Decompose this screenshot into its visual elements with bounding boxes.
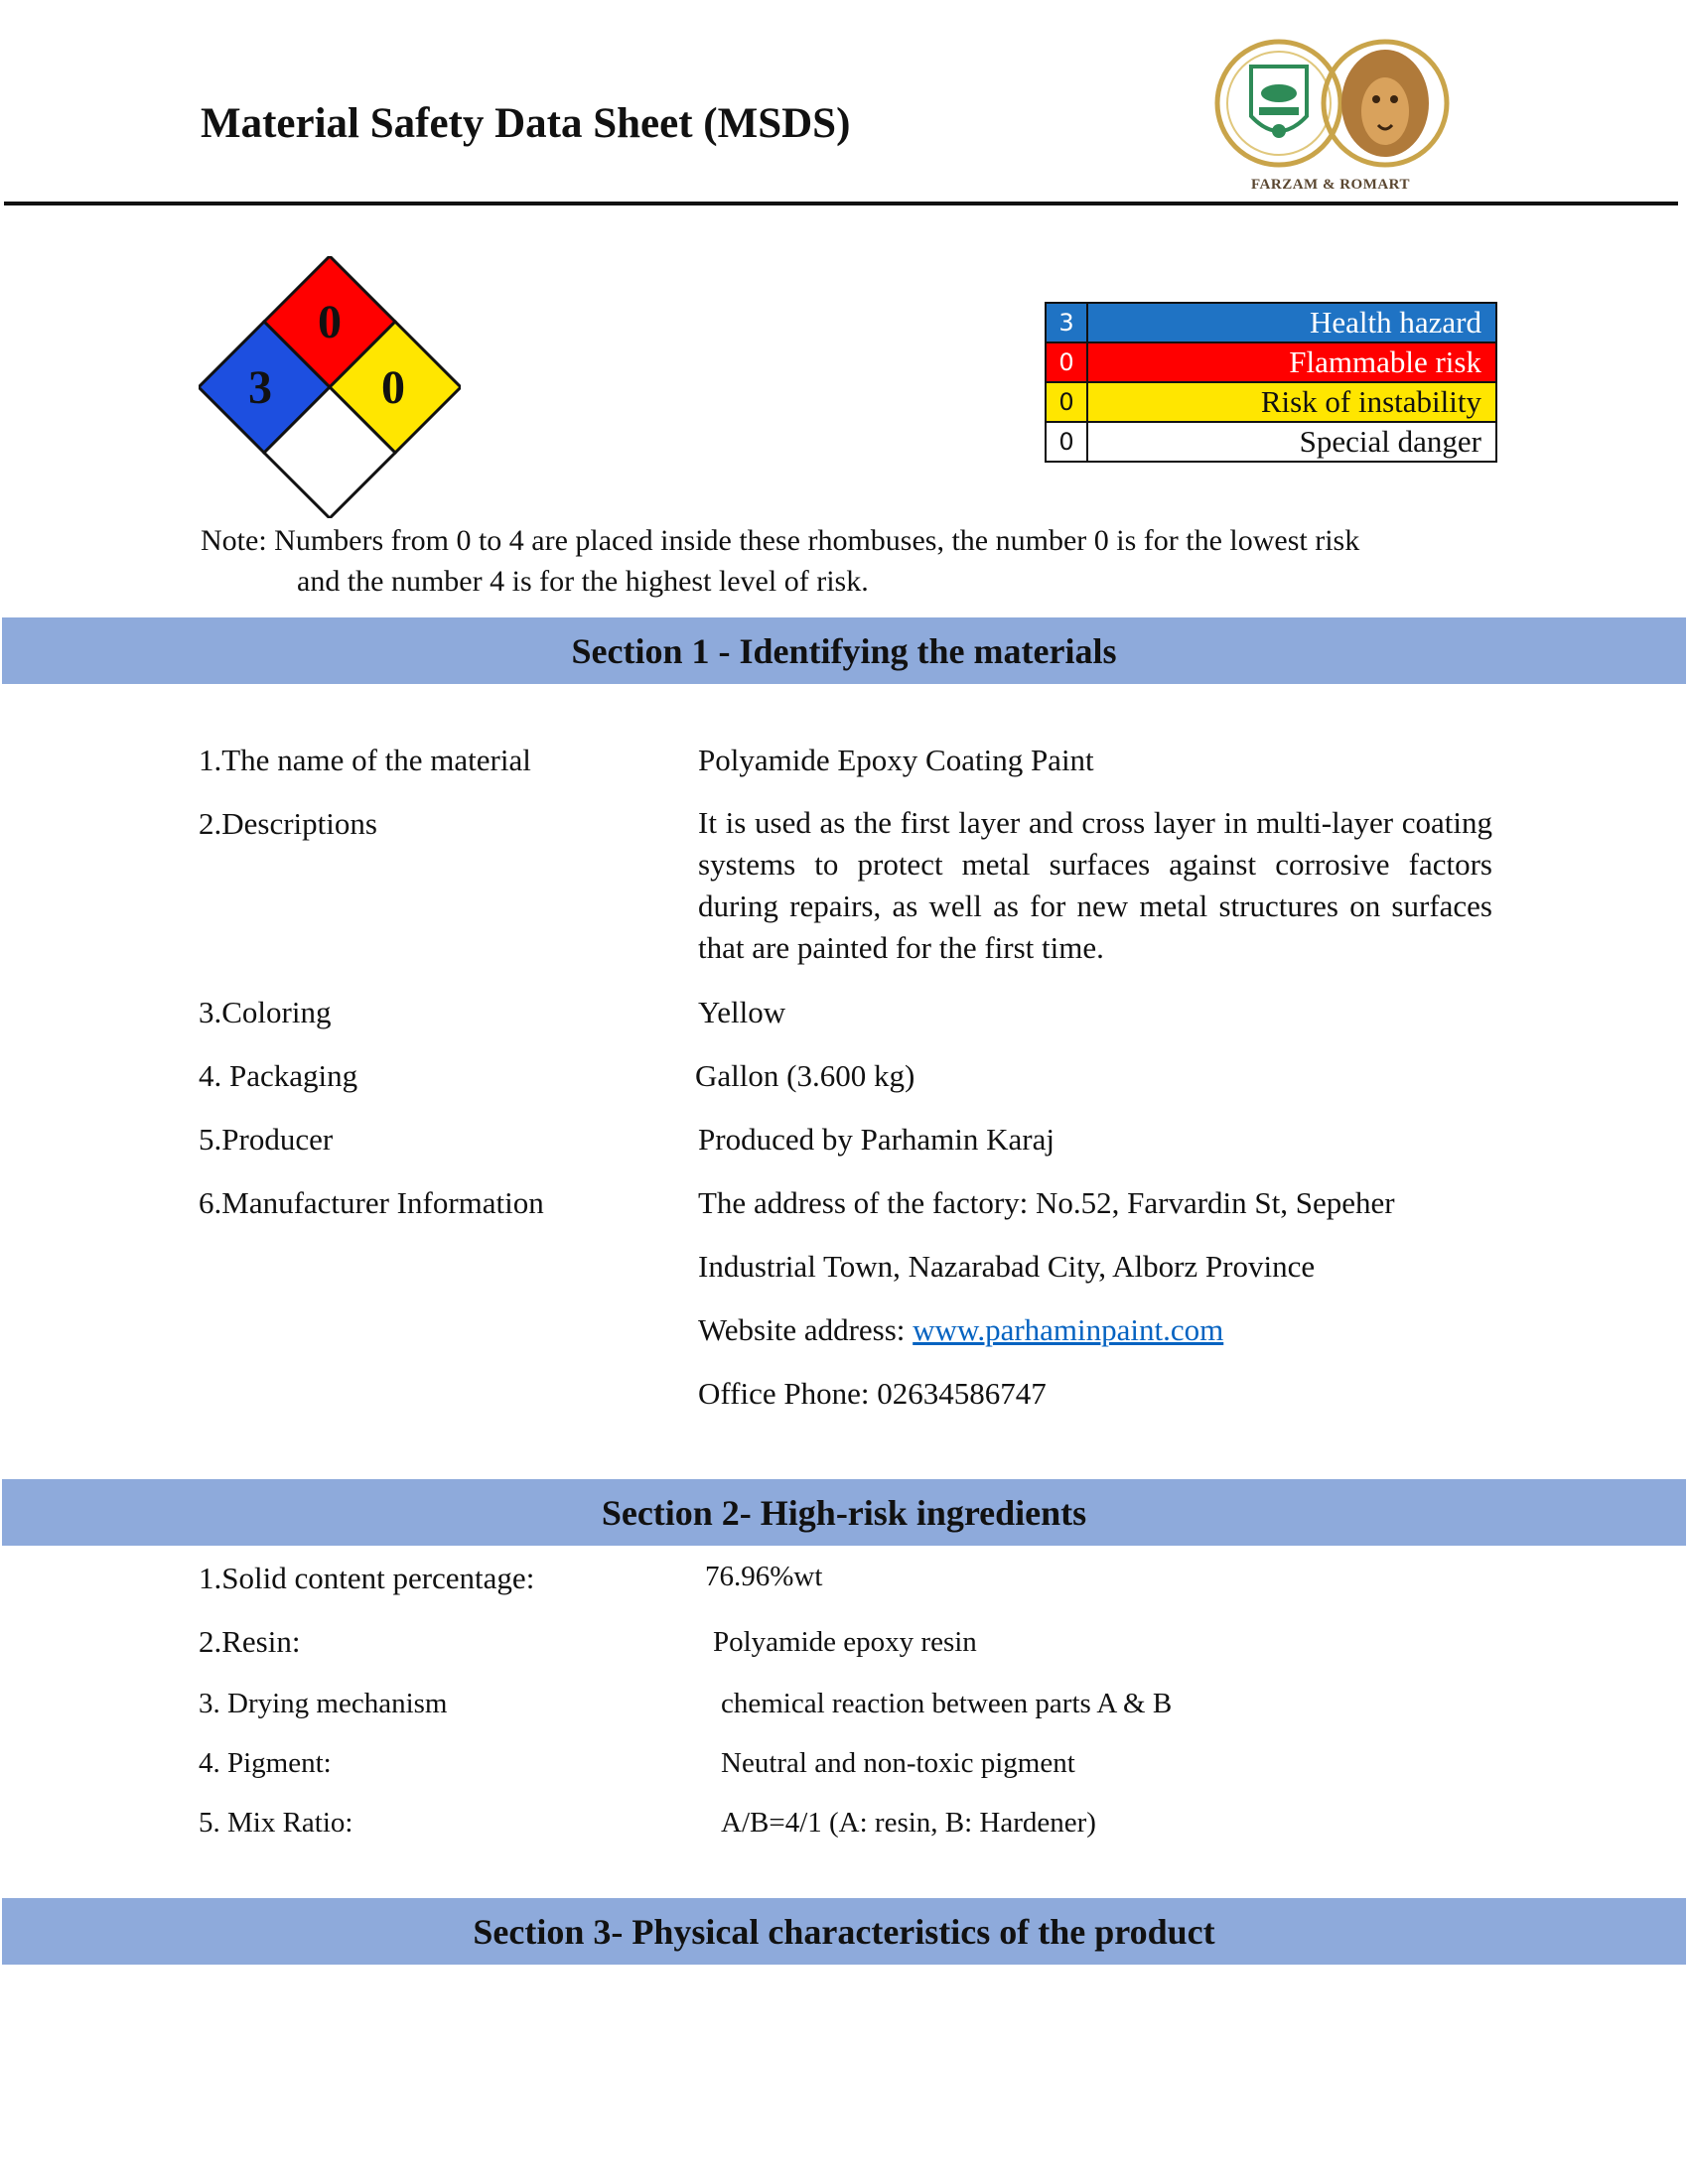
solid-content-label: 1.Solid content percentage: xyxy=(199,1561,535,1595)
risk-scale-note xyxy=(201,520,1511,602)
website-link[interactable]: www.parhaminpaint.com xyxy=(913,1312,1224,1347)
hazard-row-instability xyxy=(1046,382,1496,422)
pigment-label: 4. Pigment: xyxy=(199,1747,332,1779)
website-label: Website address: xyxy=(698,1312,914,1347)
note-line-2: and the number 4 is for the highest level of risk. xyxy=(297,565,869,598)
material-name-value: Polyamide Epoxy Coating Paint xyxy=(698,743,1094,777)
section-1-header: Section 1 - Identifying the materials xyxy=(2,617,1686,684)
website-line xyxy=(698,1312,1223,1348)
section-3-header: Section 3- Physical characteristics of the product xyxy=(2,1898,1686,1965)
company-logo xyxy=(1201,22,1460,201)
hazard-row-special xyxy=(1046,422,1496,462)
hazard-label: Flammable risk xyxy=(1087,342,1496,382)
mix-ratio-label: 5. Mix Ratio: xyxy=(199,1807,353,1839)
hazard-row-flammable xyxy=(1046,342,1496,382)
document-title: Material Safety Data Sheet (MSDS) xyxy=(201,100,851,147)
health-value: 3 xyxy=(248,361,272,414)
section-2-header: Section 2- High-risk ingredients xyxy=(2,1479,1686,1546)
descriptions-value: It is used as the first layer and cross layer in multi-layer coating systems to protect metal surfaces against corrosive factors during repairs, as well as for new metal structures on surfaces that are painted for the first time. xyxy=(698,805,1492,965)
resin-value: Polyamide epoxy resin xyxy=(713,1626,977,1658)
producer-label: 5.Producer xyxy=(199,1122,334,1157)
note-line-1: Note: Numbers from 0 to 4 are placed inside these rhombuses, the number 0 is for the lowest risk xyxy=(201,524,1360,557)
drying-mechanism-label: 3. Drying mechanism xyxy=(199,1688,448,1719)
manufacturer-label: 6.Manufacturer Information xyxy=(199,1185,544,1220)
packaging-label: 4. Packaging xyxy=(199,1058,358,1093)
nfpa-hazard-diamond xyxy=(199,256,461,518)
solid-content-value: 76.96%wt xyxy=(705,1561,823,1592)
instability-value: 0 xyxy=(381,361,405,414)
hazard-row-health xyxy=(1046,303,1496,342)
hazard-label: Risk of instability xyxy=(1087,382,1496,422)
flammability-value: 0 xyxy=(318,296,342,348)
hazard-label: Special danger xyxy=(1087,422,1496,462)
logo-caption: FARZAM & ROMART xyxy=(1250,177,1410,193)
hazard-value: 3 xyxy=(1046,303,1087,342)
hazard-label: Health hazard xyxy=(1087,303,1496,342)
packaging-value: Gallon (3.600 kg) xyxy=(695,1058,915,1093)
hazard-legend-table xyxy=(1045,302,1497,463)
header-divider xyxy=(4,202,1678,205)
coloring-label: 3.Coloring xyxy=(199,995,332,1029)
mix-ratio-value: A/B=4/1 (A: resin, B: Hardener) xyxy=(721,1807,1096,1839)
hazard-value: 0 xyxy=(1046,382,1087,422)
pigment-value: Neutral and non-toxic pigment xyxy=(721,1747,1075,1779)
factory-address-line-2: Industrial Town, Nazarabad City, Alborz Province xyxy=(698,1249,1316,1284)
factory-address-line-1: The address of the factory: No.52, Farvardin St, Sepeher xyxy=(698,1185,1395,1220)
drying-mechanism-value: chemical reaction between parts A & B xyxy=(721,1688,1173,1719)
hazard-value: 0 xyxy=(1046,422,1087,462)
descriptions-label: 2.Descriptions xyxy=(199,806,377,841)
resin-label: 2.Resin: xyxy=(199,1624,301,1659)
hazard-value: 0 xyxy=(1046,342,1087,382)
coloring-value: Yellow xyxy=(698,995,786,1029)
producer-value: Produced by Parhamin Karaj xyxy=(698,1122,1055,1157)
material-name-label: 1.The name of the material xyxy=(199,743,531,777)
office-phone: Office Phone: 02634586747 xyxy=(698,1376,1047,1411)
